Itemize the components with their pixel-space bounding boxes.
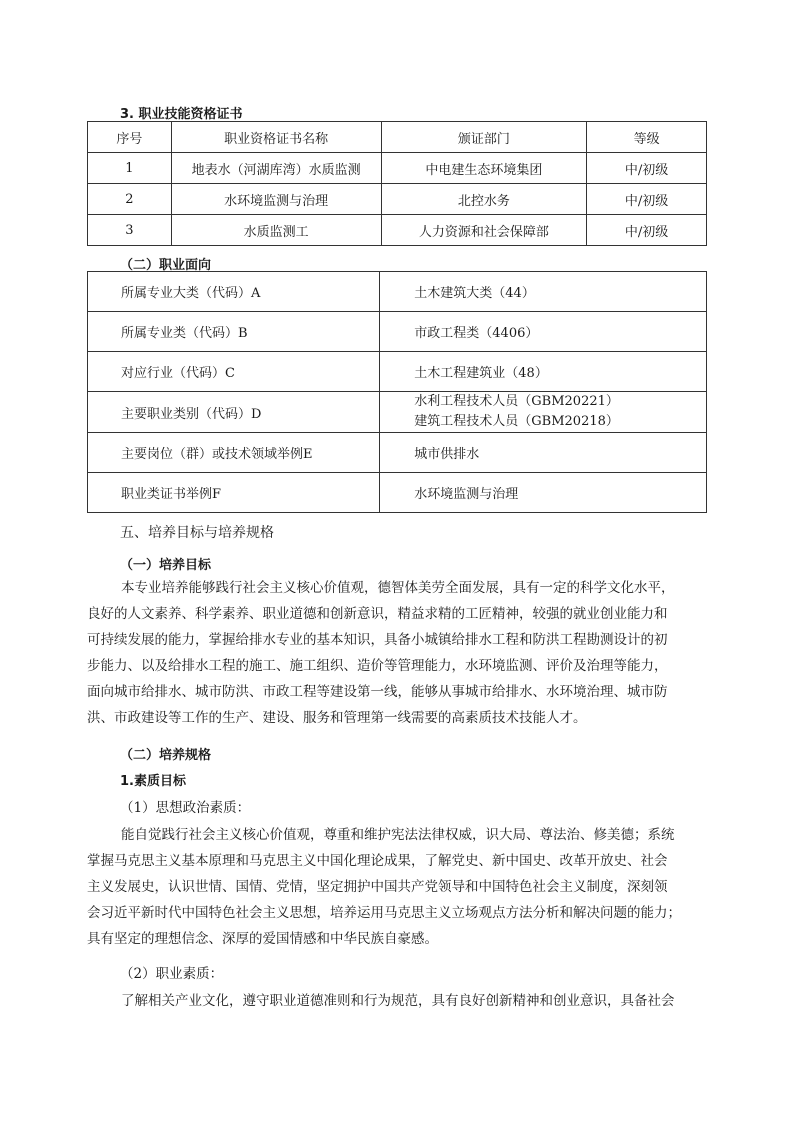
paragraph-line: 能自觉践行社会主义核心价值观，尊重和维护宪法法律权威，识大局、尊法治、修美德；系统 [121,827,675,843]
table-cell: 1 [88,153,172,184]
table-row [88,184,707,215]
table-cell: 中/初级 [587,215,707,246]
table-cell-label: 职业类证书举例F [88,473,380,513]
value-line: 建筑工程技术人员（GBM20218） [414,414,619,429]
goal-heading: （一）培养目标 [120,558,212,573]
table-cell-label: 主要岗位（群）或技术领域举例E [88,433,380,473]
value-line: 水利工程技术人员（GBM20221） [414,394,619,409]
table-cell-value: 土木工程建筑业（48） [380,352,707,392]
direction-section-heading: （二）职业面向 [120,258,212,273]
table-header-cell: 等级 [587,122,707,153]
paragraph-line: 良好的人文素养、科学素养、职业道德和创新意识，精益求精的工匠精神，较强的就业创业能力和 [87,606,668,622]
political-heading: （1）思想政治素质： [120,800,251,816]
table-cell: 中/初级 [587,153,707,184]
table-row [88,352,707,392]
table-header-cell: 职业资格证书名称 [171,122,381,153]
table-cell: 北控水务 [381,184,587,215]
direction-table [87,271,707,513]
table-row [88,392,707,433]
table-cell: 中电建生态环境集团 [381,153,587,184]
table-cell-value [380,392,707,433]
section5-heading: 五、培养目标与培养规格 [120,525,274,541]
paragraph-line: 面向城市给排水、城市防洪、市政工程等建设第一线，能够从事城市给排水、水环境治理、城市防 [87,684,668,700]
table-header-row [88,122,707,153]
paragraph-line: 会习近平新时代中国特色社会主义思想，培养运用马克思主义立场观点方法分析和解决问题的能力； [87,905,681,921]
paragraph-line: 掌握马克思主义基本原理和马克思主义中国化理论成果，了解党史、新中国史、改革开放史、社会 [87,853,668,869]
table-row [88,272,707,312]
professional-paragraph [87,988,707,1014]
paragraph-line: 具有坚定的理想信念、深厚的爱国情感和中华民族自豪感。 [87,931,438,947]
cert-section-heading: 3. 职业技能资格证书 [120,107,243,122]
paragraph-line: 洪、市政建设等工作的生产、建设、服务和管理第一线需要的高素质技术技能人才。 [87,710,587,726]
table-cell: 水环境监测与治理 [171,184,381,215]
table-cell-label: 所属专业类（代码）B [88,312,380,352]
goal-paragraph [87,575,707,731]
table-cell-value: 水环境监测与治理 [380,473,707,513]
table-cell: 地表水（河湖库湾）水质监测 [171,153,381,184]
paragraph-line: 可持续发展的能力，掌握给排水专业的基本知识，具备小城镇给排水工程和防洪工程勘测设计的初 [87,632,668,648]
paragraph-line: 本专业培养能够践行社会主义核心价值观，德智体美劳全面发展，具有一定的科学文化水平， [121,580,675,596]
political-paragraph [87,822,707,952]
table-cell: 人力资源和社会保障部 [381,215,587,246]
table-cell-label: 主要职业类别（代码）D [88,392,380,433]
paragraph-line: 主义发展史，认识世情、国情、党情，坚定拥护中国共产党领导和中国特色社会主义制度，深刻领 [87,879,668,895]
table-cell: 2 [88,184,172,215]
table-cell: 3 [88,215,172,246]
table-header-cell: 颁证部门 [381,122,587,153]
paragraph-line: 了解相关产业文化，遵守职业道德准则和行为规范，具有良好创新精神和创业意识，具备社会 [121,993,675,1009]
table-row [88,473,707,513]
spec-heading: （二）培养规格 [120,748,212,763]
table-cell-value: 土木建筑大类（44） [380,272,707,312]
table-cell: 中/初级 [587,184,707,215]
table-cell: 水质监测工 [171,215,381,246]
table-row [88,153,707,184]
table-row [88,215,707,246]
table-cell-value: 市政工程类（4406） [380,312,707,352]
paragraph-line: 步能力、以及给排水工程的施工、施工组织、造价等管理能力，水环境监测、评价及治理等能力， [87,658,668,674]
table-cell-value: 城市供排水 [380,433,707,473]
table-header-cell: 序号 [88,122,172,153]
table-cell-label: 对应行业（代码）C [88,352,380,392]
table-row [88,312,707,352]
quality-heading: 1.素质目标 [120,774,186,789]
table-row [88,433,707,473]
table-cell-label: 所属专业大类（代码）A [88,272,380,312]
professional-heading: （2）职业素质： [120,966,224,982]
cert-table [87,121,707,246]
